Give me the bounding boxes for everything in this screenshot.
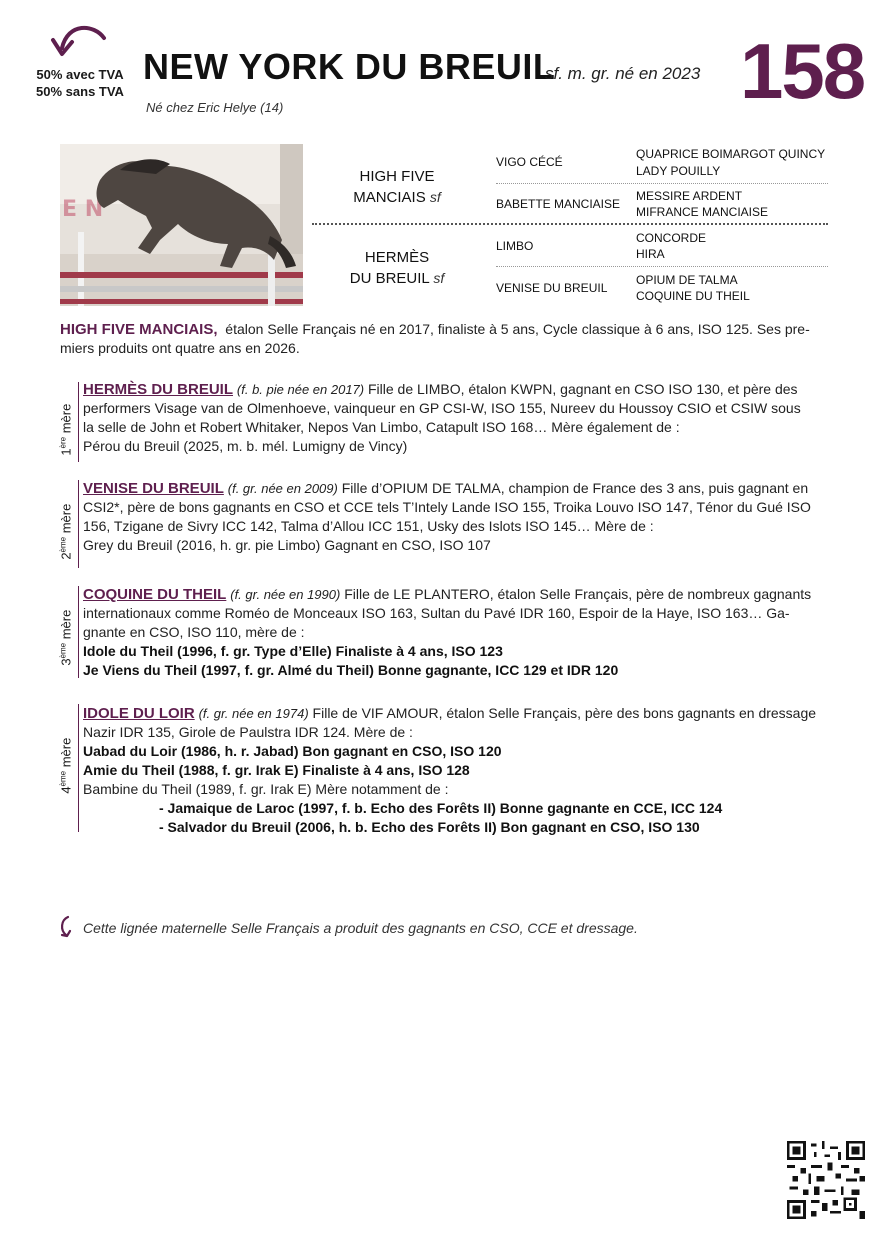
mare-label-sup: ème [58, 642, 68, 659]
mare-3-info: (f. gr. née en 1990) [230, 587, 341, 602]
mare-4-product: Uabad du Loir (1986, h. r. Jabad) Bon gagnant en CSO, ISO 120 [83, 743, 502, 759]
small-arrow-icon [58, 914, 78, 940]
mare-label-word: mère [58, 503, 74, 537]
pedigree-ggp-7: OPIUM DE TALMA [636, 273, 738, 287]
dam-name-line-1: HERMÈS [364, 249, 430, 266]
pedigree-ggp-4: MIFRANCE MANCIAISE [636, 205, 769, 219]
mare-3-name: COQUINE DU THEIL [83, 586, 227, 603]
tva-note [30, 66, 130, 100]
sire-block-name: HIGH FIVE MANCIAIS, [60, 321, 218, 338]
mare-1-line: performers Visage van de Olmenhoeve, vainqueur en GP CSI-W, ISO 155, Nureev du Houssoy CSIO et CSIW sous [83, 400, 801, 416]
mare-1-line: la selle de John et Robert Whitaker, Nepos Van Limbo, Catapult ISO 168… Mère également de : [83, 419, 680, 435]
tva-line-1: 50% avec TVA [36, 67, 124, 82]
pedigree-main-divider [312, 223, 828, 225]
horse-description: sf. m. gr. né en 2023 [545, 64, 701, 83]
horse-photo [60, 144, 303, 306]
mare-bar [78, 704, 79, 832]
mare-2-line: CSI2*, père de bons gagnants en CSO et CCE tels T’Intely Lande ISO 155, Troika Louvo ISO 147, Ténor du Gué ISO [83, 499, 811, 515]
mare-label-word: mère [58, 609, 74, 643]
mare-label-num: 1 [58, 448, 74, 456]
mare-2-block [83, 479, 828, 555]
pedigree-divider [496, 266, 828, 267]
dam-name-line-2: DU BREUIL [349, 270, 430, 287]
mare-4-line: Nazir IDR 135, Girole de Paulstra IDR 124. Mère de : [83, 724, 413, 740]
mare-2-line: Grey du Breuil (2016, h. gr. pie Limbo) Gagnant en CSO, ISO 107 [83, 537, 491, 553]
pedigree-divider [496, 183, 828, 184]
mare-2-info: (f. gr. née en 2009) [227, 481, 338, 496]
pedigree-sire-sire: VIGO CÉCÉ [496, 155, 563, 169]
tva-line-2: 50% sans TVA [36, 84, 124, 99]
mare-label-num: 2 [58, 552, 74, 560]
mare-1-name: HERMÈS DU BREUIL [83, 381, 234, 398]
mare-4-line: Fille de VIF AMOUR, étalon Selle Français, père des bons gagnants en dressage [308, 705, 817, 721]
svg-text:E N: E N [62, 197, 104, 222]
mare-1-line: Pérou du Breuil (2025, m. b. mél. Lumigny de Vincy) [83, 438, 408, 454]
curved-arrow-icon [50, 22, 110, 66]
mare-4-info: (f. gr. née en 1974) [198, 706, 309, 721]
mare-3-product: Je Viens du Theil (1997, f. gr. Almé du Theil) Bonne gagnante, ICC 129 et IDR 120 [83, 662, 619, 678]
mare-4-block [83, 704, 833, 837]
mare-4-label [58, 726, 73, 806]
mare-4-subproduct: - Jamaique de Laroc (1997, f. b. Echo des Forêts II) Bonne gagnante en CCE, ICC 124 [159, 800, 723, 816]
sire-name-line-1: HIGH FIVE [359, 168, 435, 185]
sire-block-line-2: miers produits ont quatre ans en 2026. [60, 340, 300, 356]
mare-3-block [83, 585, 828, 680]
mare-1-line: Fille de LIMBO, étalon KWPN, gagnant en CSO ISO 130, et père des [364, 381, 798, 397]
pedigree-dam-dam: VENISE DU BREUIL [496, 281, 608, 295]
mare-label-sup: ère [58, 436, 68, 449]
mare-label-sup: ème [58, 770, 68, 787]
lot-number: 158 [740, 27, 865, 115]
pedigree-ggp-5: CONCORDE [636, 231, 707, 245]
mare-3-line: gnante en CSO, ISO 110, mère de : [83, 624, 305, 640]
mare-2-line: Fille d’OPIUM DE TALMA, champion de France des 3 ans, puis gagnant en [337, 480, 809, 496]
pedigree-sire-dam: BABETTE MANCIAISE [496, 197, 621, 211]
pedigree-ggp-8: COQUINE DU THEIL [636, 289, 750, 303]
mare-1-label [58, 390, 73, 470]
mare-2-name: VENISE DU BREUIL [83, 480, 224, 497]
pedigree-ggp-6: HIRA [636, 247, 665, 261]
mare-3-line: internationaux comme Roméo de Monceaux ISO 163, Sultan du Pavé IDR 160, Espoir de la Haye, ISO 163… Ga- [83, 605, 790, 621]
pedigree-sire [322, 166, 472, 208]
mare-3-line: Fille de LE PLANTERO, étalon Selle Français, père de nombreux gagnants [340, 586, 812, 602]
mare-4-subproduct: - Salvador du Breuil (2006, h. b. Echo des Forêts II) Bon gagnant en CSO, ISO 130 [159, 819, 700, 835]
mare-bar [78, 382, 79, 462]
dam-suffix: sf [433, 270, 445, 286]
mare-bar [78, 586, 79, 678]
mare-label-word: mère [58, 737, 74, 771]
mare-4-line: Bambine du Theil (1989, f. gr. Irak E) Mère notamment de : [83, 781, 449, 797]
mare-label-num: 4 [58, 786, 74, 794]
mare-2-label [58, 492, 73, 572]
mare-label-word: mère [58, 403, 74, 437]
mare-label-num: 3 [58, 658, 74, 666]
sire-name-line-2: MANCIAIS [353, 189, 426, 206]
mare-3-product: Idole du Theil (1996, f. gr. Type d’Elle) Finaliste à 4 ans, ISO 123 [83, 643, 503, 659]
breeder: Né chez Eric Helye (14) [146, 100, 284, 115]
mare-2-line: 156, Tzigane de Sivry ICC 142, Talma d’Allou ICC 151, Usky des Islots ISO 145… Mère de : [83, 518, 654, 534]
sire-suffix: sf [429, 189, 441, 205]
mare-1-block [83, 380, 828, 456]
pedigree-ggp-2: LADY POUILLY [636, 164, 721, 178]
mare-4-product: Amie du Theil (1988, f. gr. Irak E) Finaliste à 4 ans, ISO 128 [83, 762, 470, 778]
sire-block-line-1: étalon Selle Français né en 2017, finaliste à 5 ans, Cycle classique à 6 ans, ISO 125. Ses pre- [225, 321, 810, 337]
sire-description [60, 320, 830, 358]
horse-name: NEW YORK DU BREUIL [143, 46, 556, 87]
mare-4-name: IDOLE DU LOIR [83, 705, 195, 722]
pedigree-ggp-3: MESSIRE ARDENT [636, 189, 743, 203]
pedigree-dam-sire: LIMBO [496, 239, 534, 253]
pedigree-ggp-1: QUAPRICE BOIMARGOT QUINCY [636, 147, 826, 161]
mare-3-label [58, 598, 73, 678]
pedigree-dam [322, 247, 472, 289]
mare-label-sup: ème [58, 536, 68, 553]
qr-code[interactable] [787, 1141, 865, 1219]
footnote: Cette lignée maternelle Selle Français a produit des gagnants en CSO, CCE et dressage. [83, 920, 638, 936]
mare-bar [78, 480, 79, 568]
mare-1-info: (f. b. pie née en 2017) [236, 382, 365, 397]
